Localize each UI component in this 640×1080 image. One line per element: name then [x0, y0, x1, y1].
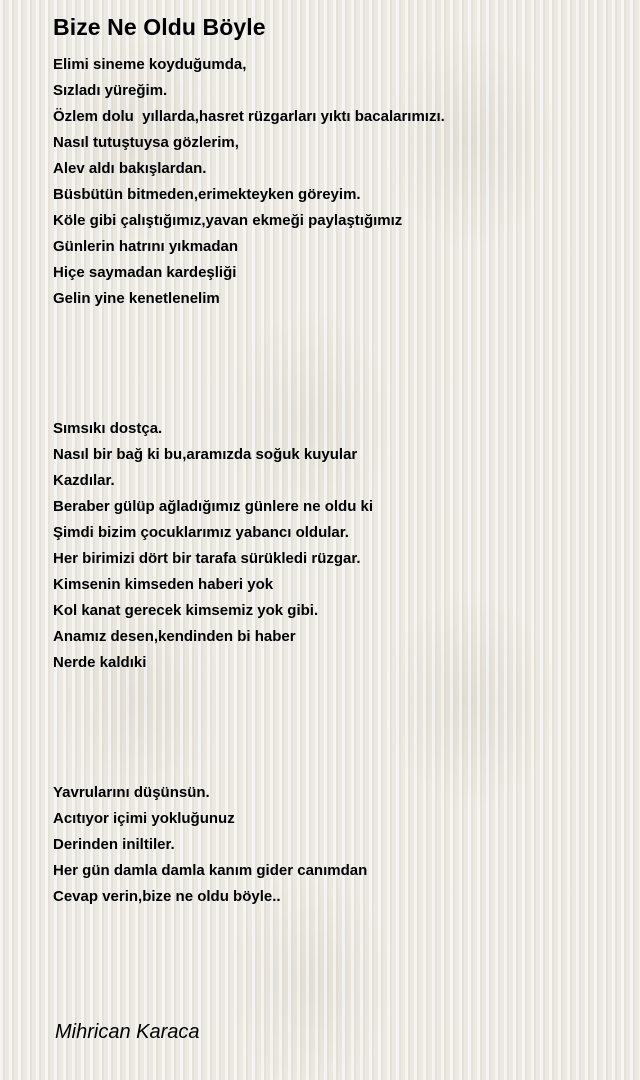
poem-line: Kazdılar.	[53, 472, 115, 489]
poem-line: Hiçe saymadan kardeşliği	[53, 264, 237, 281]
poem-line: Alev aldı bakışlardan.	[53, 160, 207, 177]
poem-line: Sızladı yüreğim.	[53, 82, 168, 99]
poem-line: Her birimizi dört bir tarafa sürükledi rüzgar.	[53, 550, 361, 567]
poem-line: Elimi sineme koyduğumda,	[53, 56, 247, 73]
poem-line: Yavrularını düşünsün.	[53, 784, 210, 801]
poem-line: Nasıl tutuştuysa gözlerim,	[53, 134, 239, 151]
poem-line: Şimdi bizim çocuklarımız yabancı oldular.	[53, 524, 349, 541]
poem-line: Acıtıyor içimi yokluğunuz	[53, 810, 235, 827]
poem-line: Sımsıkı dostça.	[53, 420, 163, 437]
poem-author: Mihrican Karaca	[55, 1021, 200, 1043]
stanza-3	[53, 780, 613, 910]
poem-line: Günlerin hatrını yıkmadan	[53, 238, 239, 255]
poem-line: Her gün damla damla kanım gider canımdan	[53, 862, 368, 879]
poem-line: Anamız desen,kendinden bi haber	[53, 628, 296, 645]
poem-line: Kimsenin kimseden haberi yok	[53, 576, 274, 593]
poem-line: Nasıl bir bağ ki bu,aramızda soğuk kuyular	[53, 446, 358, 463]
poem-title: Bize Ne Oldu Böyle	[53, 14, 266, 40]
stanza-1	[53, 52, 613, 312]
poem-line: Cevap verin,bize ne oldu böyle..	[53, 888, 281, 905]
stanza-2	[53, 416, 613, 676]
poem-line: Nerde kaldıki	[53, 654, 147, 671]
poem-line: Derinden iniltiler.	[53, 836, 175, 853]
poem-line: Büsbütün bitmeden,erimekteyken göreyim.	[53, 186, 361, 203]
poem-line: Köle gibi çalıştığımız,yavan ekmeği paylaştığımız	[53, 212, 403, 229]
poem-line: Beraber gülüp ağladığımız günlere ne oldu ki	[53, 498, 374, 515]
poem-line: Kol kanat gerecek kimsemiz yok gibi.	[53, 602, 319, 619]
poem-body	[53, 52, 613, 910]
poem-line: Gelin yine kenetlenelim	[53, 290, 220, 307]
poem-line: Özlem dolu yıllarda,hasret rüzgarları yıktı bacalarımızı.	[53, 108, 445, 125]
